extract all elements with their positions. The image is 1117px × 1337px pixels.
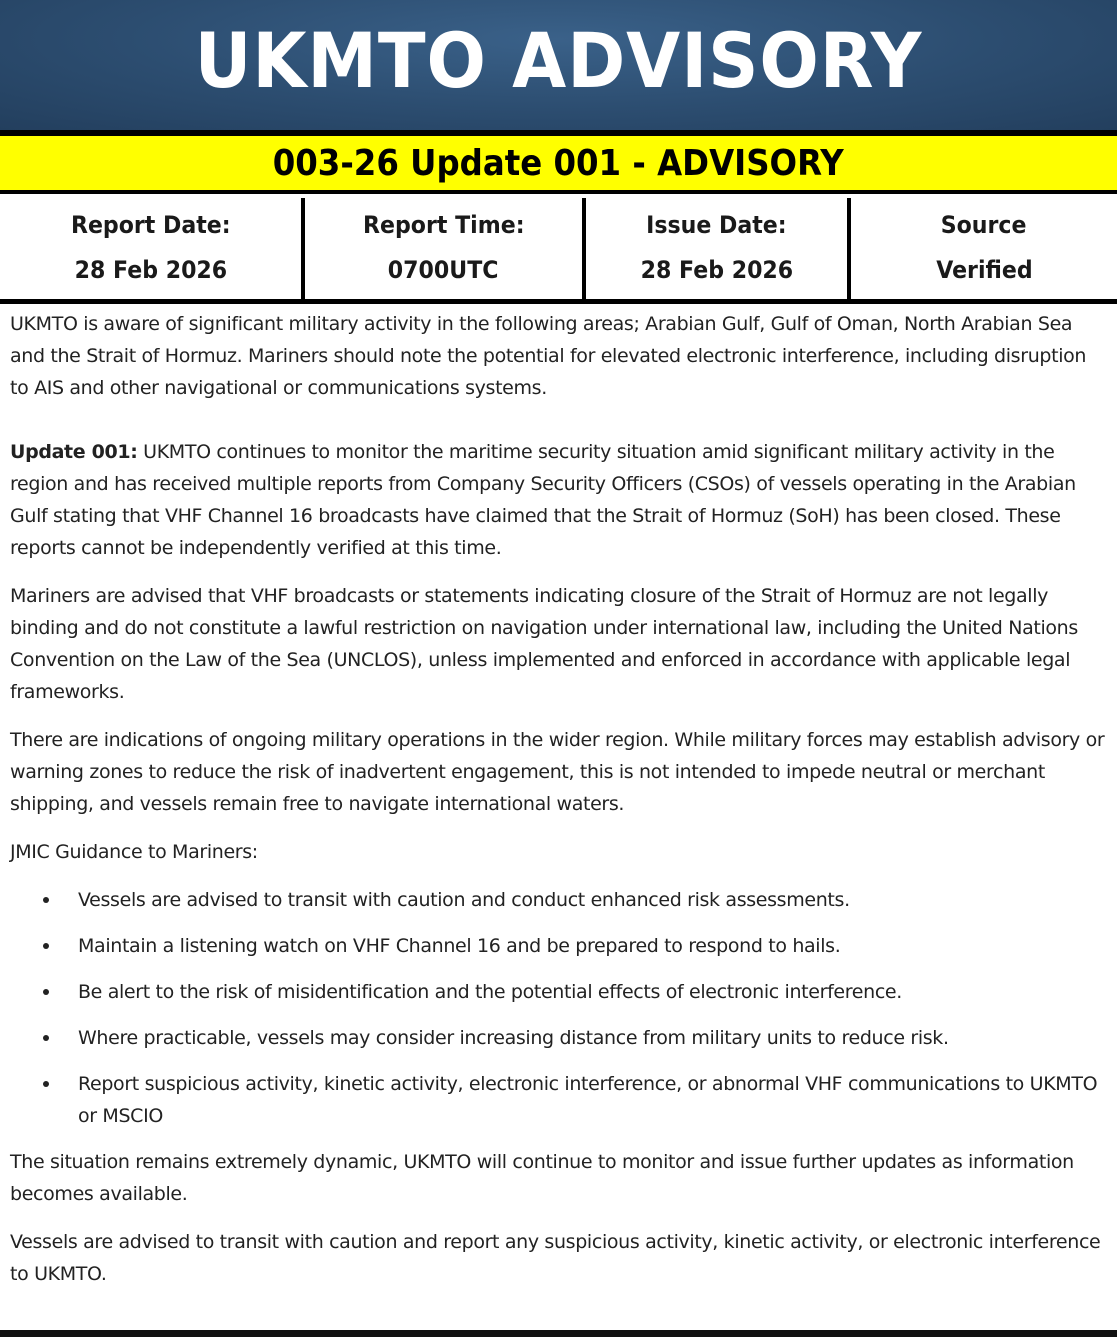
meta-label: Report Time: bbox=[362, 210, 525, 239]
guidance-text: Report suspicious activity, kinetic activity, electronic interference, or abnormal VHF communications to UKMTO or MSCIO bbox=[78, 1073, 1098, 1127]
meta-value: 28 Feb 2026 bbox=[640, 256, 793, 285]
guidance-text: Vessels are advised to transit with caution and conduct enhanced risk assessments. bbox=[78, 889, 850, 911]
meta-label: Report Date: bbox=[70, 210, 231, 239]
guidance-heading: JMIC Guidance to Mariners: bbox=[10, 841, 258, 863]
meta-label: Issue Date: bbox=[646, 210, 787, 239]
guidance-list bbox=[10, 884, 1110, 1132]
meta-issue-date bbox=[586, 198, 851, 299]
bullet-icon bbox=[43, 1081, 49, 1087]
meta-value: 0700UTC bbox=[388, 256, 499, 285]
closing-paragraph: Vessels are advised to transit with caution and report any suspicious activity, kinetic activity, or electronic interference to UKMTO. bbox=[10, 1231, 1101, 1285]
meta-source bbox=[851, 198, 1117, 299]
bullet-icon bbox=[43, 1035, 49, 1041]
intro-paragraph: UKMTO is aware of significant military activity in the following areas; Arabian Gulf, Gulf of Oman, North Arabian Sea and the Strait of Hormuz. Mariners should note the potential for elevated electronic interference, including disruption to AIS and other navigational or communications systems. bbox=[10, 313, 1087, 399]
bullet-icon bbox=[43, 989, 49, 995]
meta-value: Verified bbox=[935, 256, 1033, 285]
dynamic-paragraph: The situation remains extremely dynamic, UKMTO will continue to monitor and issue further updates as information becomes available. bbox=[10, 1151, 1074, 1205]
update-label: Update 001: bbox=[10, 441, 138, 463]
meta-report-time bbox=[305, 198, 586, 299]
bullet-icon bbox=[43, 897, 49, 903]
guidance-item bbox=[10, 930, 1110, 962]
meta-value: 28 Feb 2026 bbox=[74, 256, 227, 285]
guidance-item bbox=[10, 976, 1110, 1008]
footer-divider bbox=[0, 1330, 1117, 1337]
guidance-text: Where practicable, vessels may consider increasing distance from military units to reduce risk. bbox=[78, 1027, 949, 1049]
advisory-reference: 003-26 Update 001 - ADVISORY bbox=[272, 142, 844, 184]
subtitle-banner bbox=[0, 136, 1117, 194]
document-title: UKMTO ADVISORY bbox=[194, 15, 923, 105]
header-banner bbox=[0, 0, 1117, 130]
guidance-item bbox=[10, 1022, 1110, 1054]
report-meta-table bbox=[0, 198, 1117, 304]
update-text: UKMTO continues to monitor the maritime security situation amid significant military activity in the region and has received multiple reports from Company Security Officers (CSOs) of vessels operating in the Arabian Gulf stating that VHF Channel 16 broadcasts have claimed that the Strait of Hormuz (SoH) has been closed. These reports cannot be independently verified at this time. bbox=[10, 441, 1076, 559]
legal-paragraph: Mariners are advised that VHF broadcasts or statements indicating closure of the Strait of Hormuz are not legally binding and do not constitute a lawful restriction on navigation under international law, including the United Nations Convention on the Law of the Sea (UNCLOS), unless implemented and enforced in accordance with applicable legal frameworks. bbox=[10, 585, 1078, 703]
guidance-text: Be alert to the risk of misidentification and the potential effects of electronic interference. bbox=[78, 981, 902, 1003]
guidance-text: Maintain a listening watch on VHF Channel 16 and be prepared to respond to hails. bbox=[78, 935, 841, 957]
guidance-item bbox=[10, 1068, 1110, 1132]
bullet-icon bbox=[43, 943, 49, 949]
update-paragraph bbox=[10, 436, 1110, 564]
operations-paragraph: There are indications of ongoing military operations in the wider region. While military forces may establish advisory or warning zones to reduce the risk of inadvertent engagement, this is not intended to impede neutral or merchant shipping, and vessels remain free to navigate international waters. bbox=[10, 729, 1105, 815]
meta-label: Source bbox=[941, 210, 1027, 239]
guidance-item bbox=[10, 884, 1110, 916]
meta-report-date bbox=[0, 198, 305, 299]
advisory-body bbox=[10, 308, 1110, 1306]
